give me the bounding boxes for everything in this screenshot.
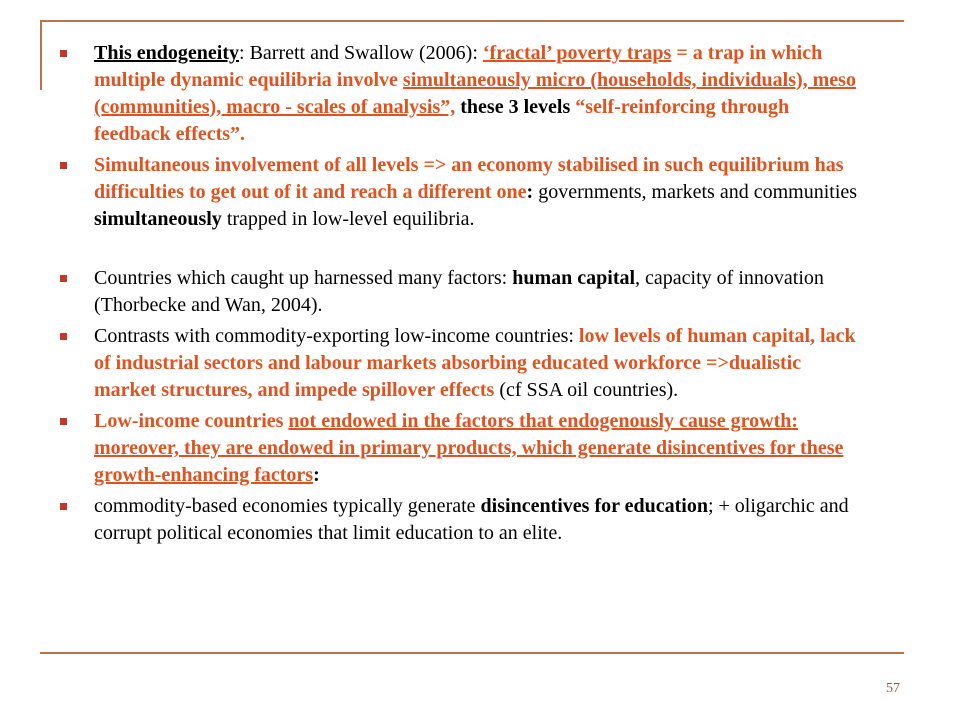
oligarchic-text: ; + oligarchic and corrupt political economies that limit education to an elite. [94, 495, 849, 544]
innovation-text: , capacity of innovation (Thorbecke and Wan, 2004). [94, 267, 824, 316]
caught-up-text: Countries which caught up harnessed many factors: [94, 267, 513, 289]
bullet-item-commodity-exporters [58, 323, 868, 404]
low-income-countries-text: Low-income countries [94, 410, 289, 432]
three-levels-text: these 3 levels [455, 96, 576, 118]
left-rule [40, 20, 42, 90]
square-bullet-icon [60, 50, 67, 57]
bottom-rule [40, 652, 904, 654]
disincentives-education-term: disincentives for education [480, 495, 708, 517]
simultaneously-term: simultaneously [94, 208, 222, 230]
trap-definition-text: a trap in which multiple dynamic equilibria involve [94, 42, 823, 91]
square-bullet-icon [60, 418, 67, 425]
feedback-effects-text: “self-reinforcing through feedback effects”. [94, 96, 790, 145]
square-bullet-icon [60, 503, 67, 510]
contrasts-text: Contrasts with commodity-exporting low-income countries: [94, 325, 579, 347]
square-bullet-icon [60, 333, 67, 340]
bullet-item-simultaneous-involvement [58, 152, 868, 233]
human-capital-term: human capital [512, 267, 636, 289]
bullet-item-endogeneity [58, 40, 868, 148]
colon-text: : [526, 181, 534, 203]
square-bullet-icon [60, 275, 67, 282]
top-rule [40, 20, 904, 22]
fractal-poverty-traps-term: ‘fractal’ poverty traps [482, 42, 672, 64]
citation-text: : Barrett and Swallow (2006): [239, 42, 483, 64]
endogeneity-term: This endogeneity [94, 42, 240, 64]
bullet-item-low-income-countries [58, 408, 868, 489]
governments-markets-text: governments, markets and communities [533, 181, 858, 203]
low-human-capital-text: low levels of human capital, lack of industrial sectors and labour markets absorbing educated workforce =>dualistic market structures, and impede spillover effects [94, 325, 856, 401]
low-level-equilibria-text: trapped in low-level equilibria. [221, 208, 475, 230]
bullet-list [58, 40, 868, 551]
scales-of-analysis-text: simultaneously micro (households, individuals), meso (communities), macro - scales of analysis”, [94, 69, 856, 118]
bullet-item-caught-up-countries [58, 265, 868, 319]
simultaneous-involvement-text: Simultaneous involvement of all levels => an economy stabilised in such equilibrium has difficulties to get out of it and reach a different one [94, 154, 844, 203]
not-endowed-text: not endowed in the factors that endogenously cause growth: moreover, they are endowed in primary products, which generate disincentives for these growth-enhancing factors [94, 410, 844, 486]
colon-text: : [313, 464, 320, 486]
commodity-economies-text: commodity-based economies typically generate [94, 495, 481, 517]
bullet-item-commodity-economies [58, 493, 868, 547]
ssa-oil-text: (cf SSA oil countries). [494, 379, 679, 401]
equals-text: = [671, 42, 693, 64]
square-bullet-icon [60, 162, 67, 169]
page-number: 57 [886, 681, 900, 696]
